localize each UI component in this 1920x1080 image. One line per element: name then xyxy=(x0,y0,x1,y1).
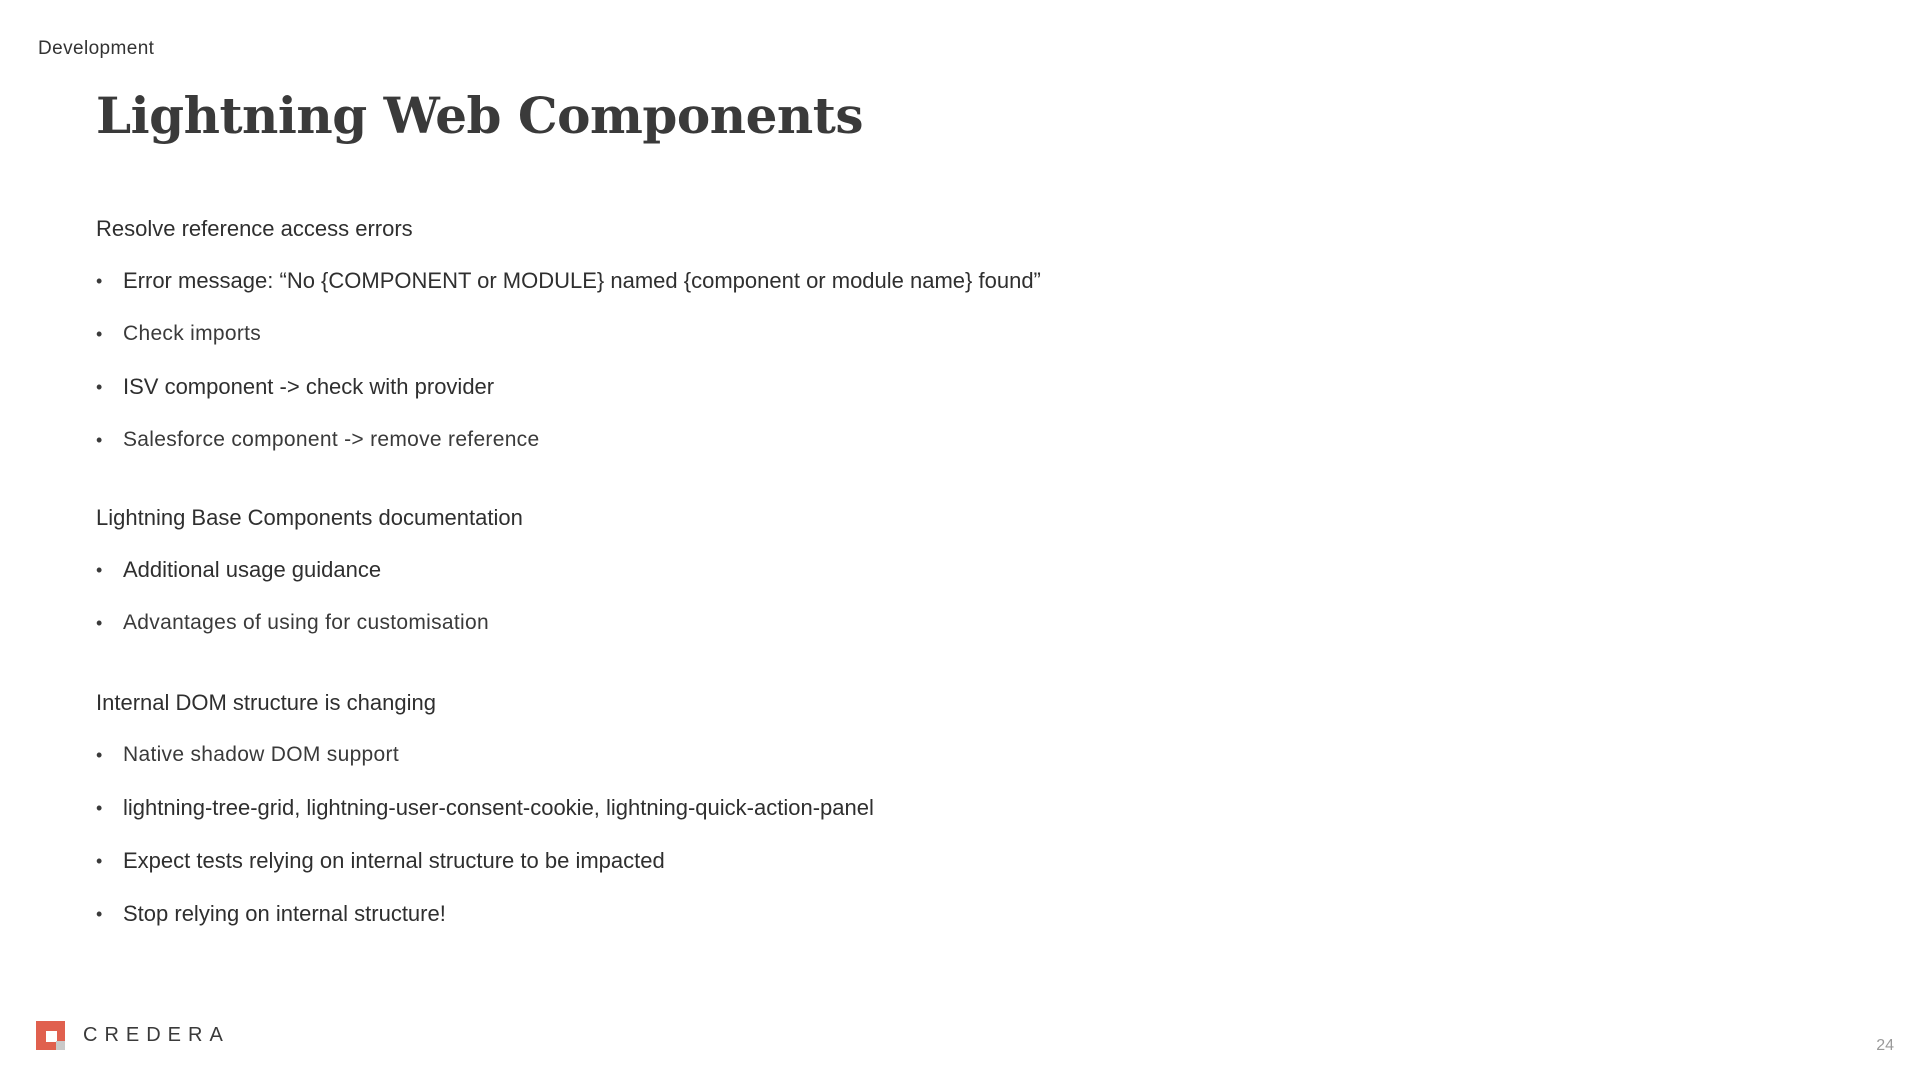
bullet-text: Stop relying on internal structure! xyxy=(123,901,446,926)
bullet-text: Additional usage guidance xyxy=(123,557,382,582)
group-heading: Internal DOM structure is changing xyxy=(96,690,436,715)
bullet-text: lightning-tree-grid, lightning-user-consent-cookie, lightning-quick-action-panel xyxy=(123,795,874,820)
bullet-item xyxy=(96,425,1596,455)
bullet-icon: • xyxy=(96,745,103,765)
bullet-list xyxy=(96,740,1596,929)
bullet-item xyxy=(96,793,1596,823)
bullet-text: Native shadow DOM support xyxy=(123,743,399,766)
bullet-item xyxy=(96,608,1596,638)
bullet-icon: • xyxy=(96,377,103,397)
slide-content xyxy=(96,214,1596,977)
bullet-text: Check imports xyxy=(123,322,262,345)
bullet-icon: • xyxy=(96,430,103,450)
group-heading: Resolve reference access errors xyxy=(96,216,413,241)
bullet-icon: • xyxy=(96,798,103,818)
bullet-list xyxy=(96,555,1596,638)
bullet-text: Advantages of using for customisation xyxy=(123,611,489,634)
bullet-item xyxy=(96,372,1596,402)
bullet-text: Salesforce component -> remove reference xyxy=(123,428,540,451)
bullet-item xyxy=(96,899,1596,929)
credera-logo xyxy=(36,1021,230,1050)
bullet-text: Error message: “No {COMPONENT or MODULE} named {component or module name} found” xyxy=(123,268,1041,293)
bullet-item xyxy=(96,846,1596,876)
bullet-icon: • xyxy=(96,613,103,633)
bullet-item xyxy=(96,555,1596,585)
credera-logo-icon xyxy=(36,1021,65,1050)
bullet-icon: • xyxy=(96,560,103,580)
slide-title: Lightning Web Components xyxy=(96,86,864,145)
bullet-item xyxy=(96,740,1596,770)
bullet-icon: • xyxy=(96,271,103,291)
logo-wordmark: CREDERA xyxy=(83,1024,230,1046)
bullet-item xyxy=(96,319,1596,349)
group-heading: Lightning Base Components documentation xyxy=(96,505,523,530)
content-group xyxy=(96,214,1596,455)
bullet-list xyxy=(96,266,1596,455)
bullet-text: ISV component -> check with provider xyxy=(123,374,495,399)
bullet-icon: • xyxy=(96,851,103,871)
page-number: 24 xyxy=(1876,1037,1894,1054)
bullet-icon: • xyxy=(96,904,103,924)
bullet-icon: • xyxy=(96,324,103,344)
bullet-item xyxy=(96,266,1596,296)
content-group xyxy=(96,503,1596,638)
content-group xyxy=(96,688,1596,929)
section-label: Development xyxy=(38,38,155,59)
bullet-text: Expect tests relying on internal structure to be impacted xyxy=(123,848,665,873)
